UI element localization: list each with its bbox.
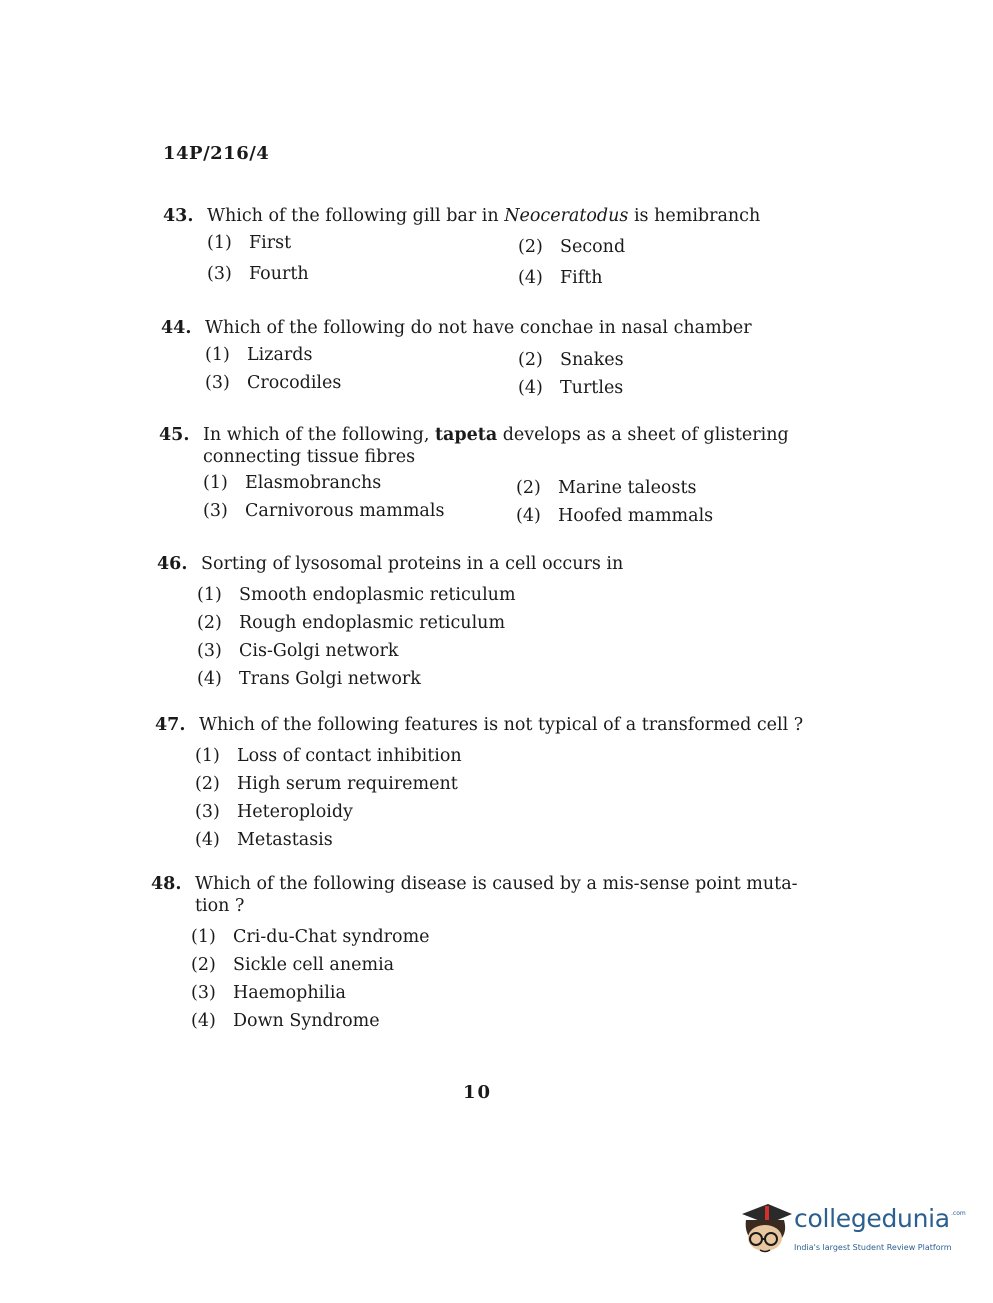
option-3: (3) Fourth <box>207 264 309 284</box>
options <box>205 339 781 409</box>
option-3: (3) Carnivorous mammals <box>203 501 445 521</box>
option-4: (4) Hoofed mammals <box>516 506 714 526</box>
option-4: (4) Metastasis <box>195 830 333 850</box>
question-number: 44. <box>161 318 192 338</box>
question-number: 46. <box>157 554 188 574</box>
options <box>191 923 816 1035</box>
option-4: (4) Trans Golgi network <box>197 669 421 689</box>
option-1: (1) Loss of contact inhibition <box>195 746 462 766</box>
question-stem <box>155 714 815 736</box>
option-1: (1) Elasmobranchs <box>203 473 382 493</box>
question-text: Which of the following do not have conchae in nasal chamber <box>205 318 752 338</box>
page-number: 10 <box>463 1082 493 1103</box>
question-44 <box>161 317 781 409</box>
option-2: (2) High serum requirement <box>195 774 458 794</box>
options <box>203 468 824 538</box>
question-stem <box>151 873 816 917</box>
option-4: (4) Turtles <box>518 378 624 398</box>
options <box>207 227 783 297</box>
question-stem <box>157 553 777 575</box>
question-number: 47. <box>155 715 186 735</box>
option-1: (1) First <box>207 233 292 253</box>
option-1: (1) Lizards <box>205 345 313 365</box>
question-number: 43. <box>163 206 194 226</box>
option-3: (3) Heteroploidy <box>195 802 353 822</box>
question-43 <box>163 205 783 297</box>
question-stem <box>161 317 781 339</box>
graduate-mascot-icon <box>738 1198 794 1258</box>
page-code: 14P/216/4 <box>163 143 270 164</box>
question-number: 48. <box>151 874 182 894</box>
question-text: Which of the following disease is caused by a mis-sense point muta-tion ? <box>195 874 798 916</box>
question-text: Which of the following gill bar in Neoceratodus is hemibranch <box>207 206 761 226</box>
option-3: (3) Haemophilia <box>191 983 346 1003</box>
question-stem <box>159 424 824 468</box>
question-text: Which of the following features is not typical of a transformed cell ? <box>199 715 804 735</box>
option-3: (3) Crocodiles <box>205 373 342 393</box>
option-4: (4) Down Syndrome <box>191 1011 380 1031</box>
option-2: (2) Marine taleosts <box>516 478 697 498</box>
keyword: tapeta <box>434 425 498 445</box>
collegedunia-watermark <box>738 1198 966 1260</box>
brand-tagline: India's largest Student Review Platform <box>794 1243 952 1252</box>
question-text: In which of the following, tapeta develops as a sheet of glistering connecting tissue fibres <box>203 425 789 467</box>
option-2: (2) Sickle cell anemia <box>191 955 395 975</box>
option-2: (2) Second <box>518 237 626 257</box>
question-number: 45. <box>159 425 190 445</box>
options <box>197 581 777 693</box>
species-name: Neoceratodus <box>504 206 629 226</box>
option-1: (1) Smooth endoplasmic reticulum <box>197 585 516 605</box>
question-stem <box>163 205 783 227</box>
option-2: (2) Rough endoplasmic reticulum <box>197 613 506 633</box>
option-4: (4) Fifth <box>518 268 603 288</box>
options <box>195 742 815 854</box>
question-48 <box>151 873 816 1035</box>
question-text: Sorting of lysosomal proteins in a cell occurs in <box>201 554 624 574</box>
option-2: (2) Snakes <box>518 350 624 370</box>
brand-domain: .com <box>951 1210 966 1217</box>
question-47 <box>155 714 815 854</box>
brand-name: collegedunia <box>794 1204 950 1233</box>
question-46 <box>157 553 777 693</box>
option-3: (3) Cis-Golgi network <box>197 641 399 661</box>
question-45 <box>159 424 824 538</box>
option-1: (1) Cri-du-Chat syndrome <box>191 927 430 947</box>
